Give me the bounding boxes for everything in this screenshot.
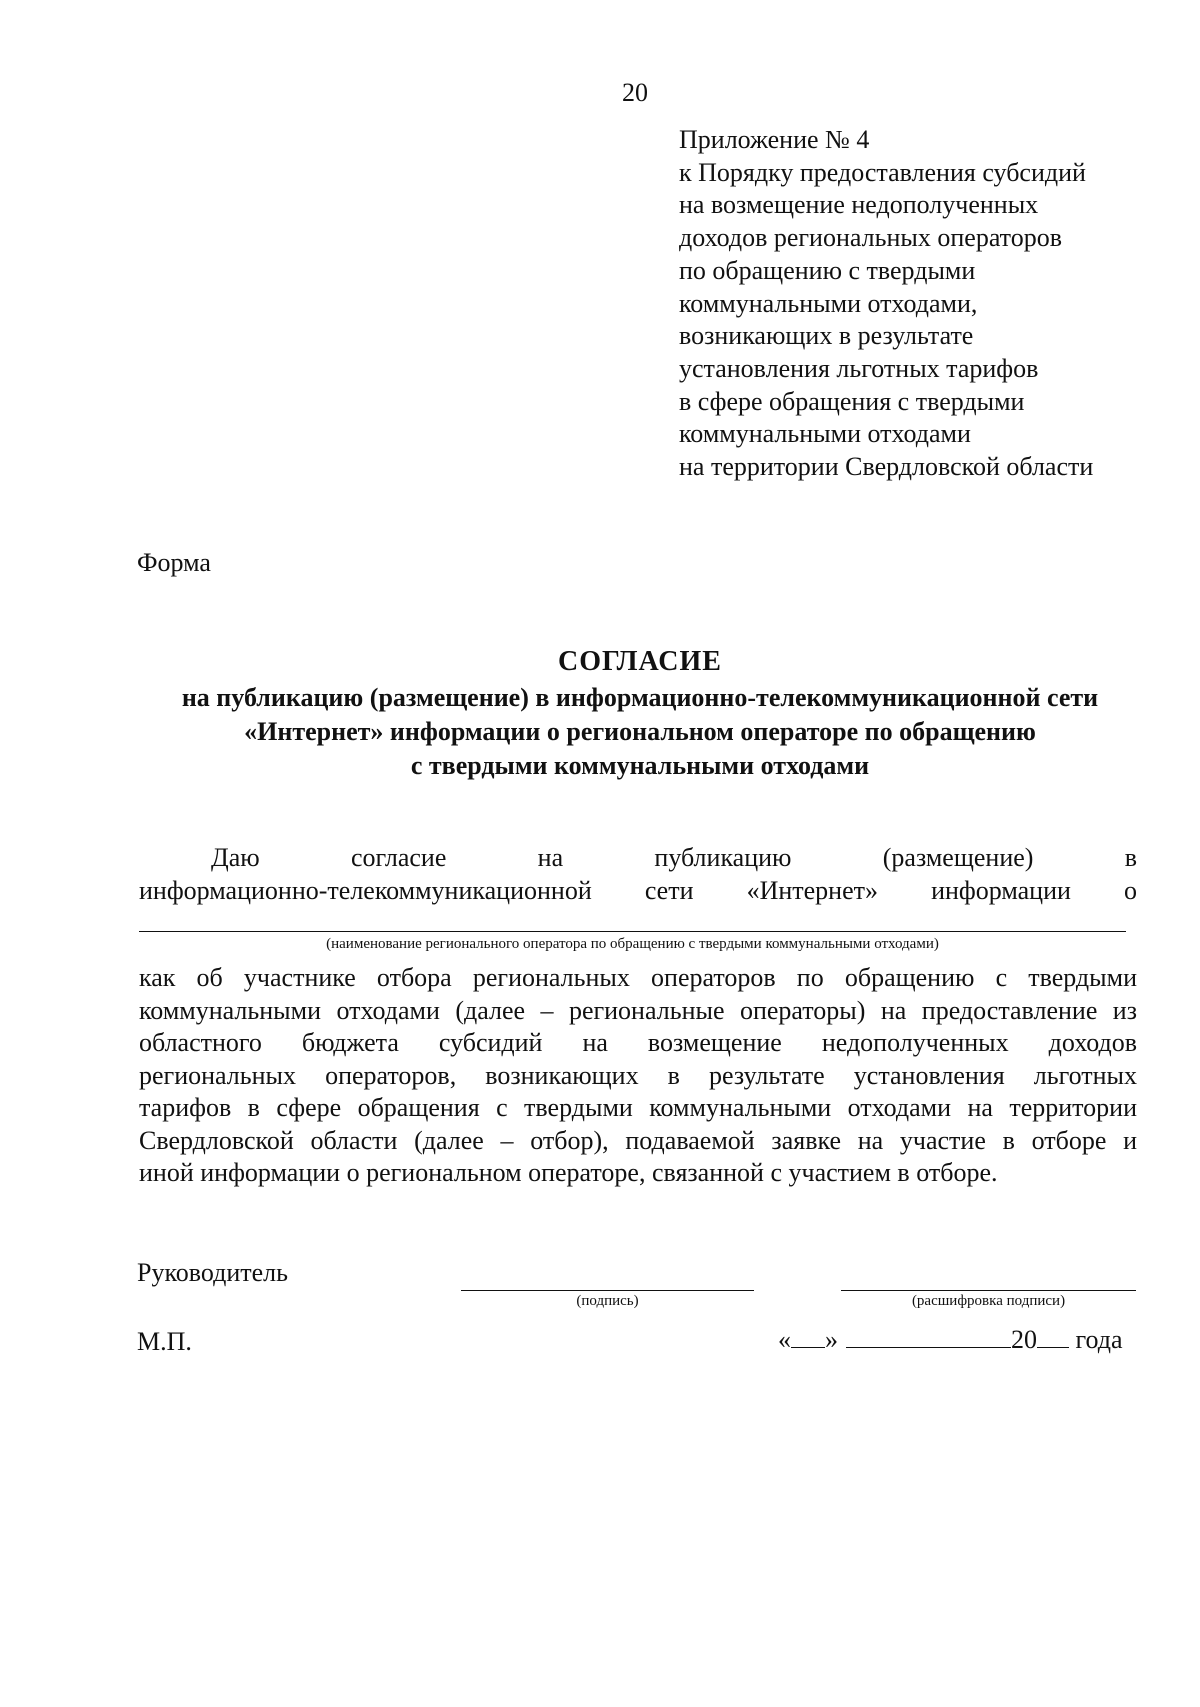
document-title: [120, 643, 1160, 783]
year-prefix: 20: [1011, 1325, 1037, 1354]
date-day-blank[interactable]: [791, 1325, 825, 1348]
appendix-line: доходов региональных операторов: [679, 223, 1062, 253]
appendix-line: Приложение № 4: [679, 125, 870, 154]
consent-line-1: Даю согласие на публикацию (размещение) в: [211, 843, 1137, 872]
consent-body: [139, 962, 1137, 1190]
appendix-header: [679, 124, 1169, 484]
signature-decoding-blank[interactable]: [841, 1290, 1136, 1291]
date-field: [778, 1325, 1123, 1355]
operator-name-hint: (наименование регионального оператора по обращению с твердыми коммунальными отходами): [326, 936, 939, 952]
appendix-line: на возмещение недополученных: [679, 190, 1039, 220]
page-number: 20: [622, 78, 648, 107]
body-line: иной информации о региональном операторе, связанной с участием в отборе.: [139, 1158, 998, 1187]
consent-line-2: информационно-телекоммуникационной сети «Интернет» информации о: [139, 876, 1137, 905]
body-line: областного бюджета субсидий на возмещение недополученных доходов: [139, 1028, 1137, 1057]
head-label: Руководитель: [137, 1258, 288, 1287]
operator-name-blank[interactable]: [139, 931, 1126, 932]
body-line: тарифов в сфере обращения с твердыми коммунальными отходами на территории: [139, 1093, 1137, 1122]
appendix-line: установления льготных тарифов: [679, 353, 1039, 383]
body-line: региональных операторов, возникающих в результате установления льготных: [139, 1060, 1137, 1090]
date-month-blank[interactable]: [846, 1325, 1011, 1348]
appendix-line: по обращению с твердыми: [679, 255, 976, 285]
signature-blank[interactable]: [461, 1290, 754, 1291]
form-label: Форма: [137, 548, 211, 577]
appendix-line: коммунальными отходами: [679, 419, 971, 449]
title-main: СОГЛАСИЕ: [558, 646, 722, 677]
stamp-label: М.П.: [137, 1327, 192, 1356]
year-suffix: года: [1075, 1325, 1123, 1354]
appendix-line: в сфере обращения с твердыми: [679, 386, 1025, 416]
appendix-line: возникающих в результате: [679, 321, 974, 351]
date-open-quote: «: [778, 1325, 791, 1354]
appendix-line: на территории Свердловской области: [679, 452, 1094, 482]
appendix-line: к Порядку предоставления субсидий: [679, 157, 1086, 187]
date-year-blank[interactable]: [1037, 1325, 1069, 1348]
signature-hint: (подпись): [576, 1293, 639, 1309]
date-close-quote: »: [825, 1325, 838, 1354]
appendix-line: коммунальными отходами,: [679, 288, 978, 318]
body-line: Свердловской области (далее – отбор), подаваемой заявке на участие в отборе и: [139, 1125, 1137, 1155]
body-line: коммунальными отходами (далее – региональные операторы) на предоставление из: [139, 995, 1137, 1025]
signature-decoding-hint: (расшифровка подписи): [911, 1293, 1066, 1309]
title-line: «Интернет» информации о региональном операторе по обращению: [244, 717, 1036, 746]
body-line: как об участнике отбора региональных операторов по обращению с твердыми: [139, 963, 1137, 992]
title-line: на публикацию (размещение) в информационно-телекоммуникационной сети: [181, 683, 1099, 712]
title-line: с твердыми коммунальными отходами: [410, 751, 870, 780]
